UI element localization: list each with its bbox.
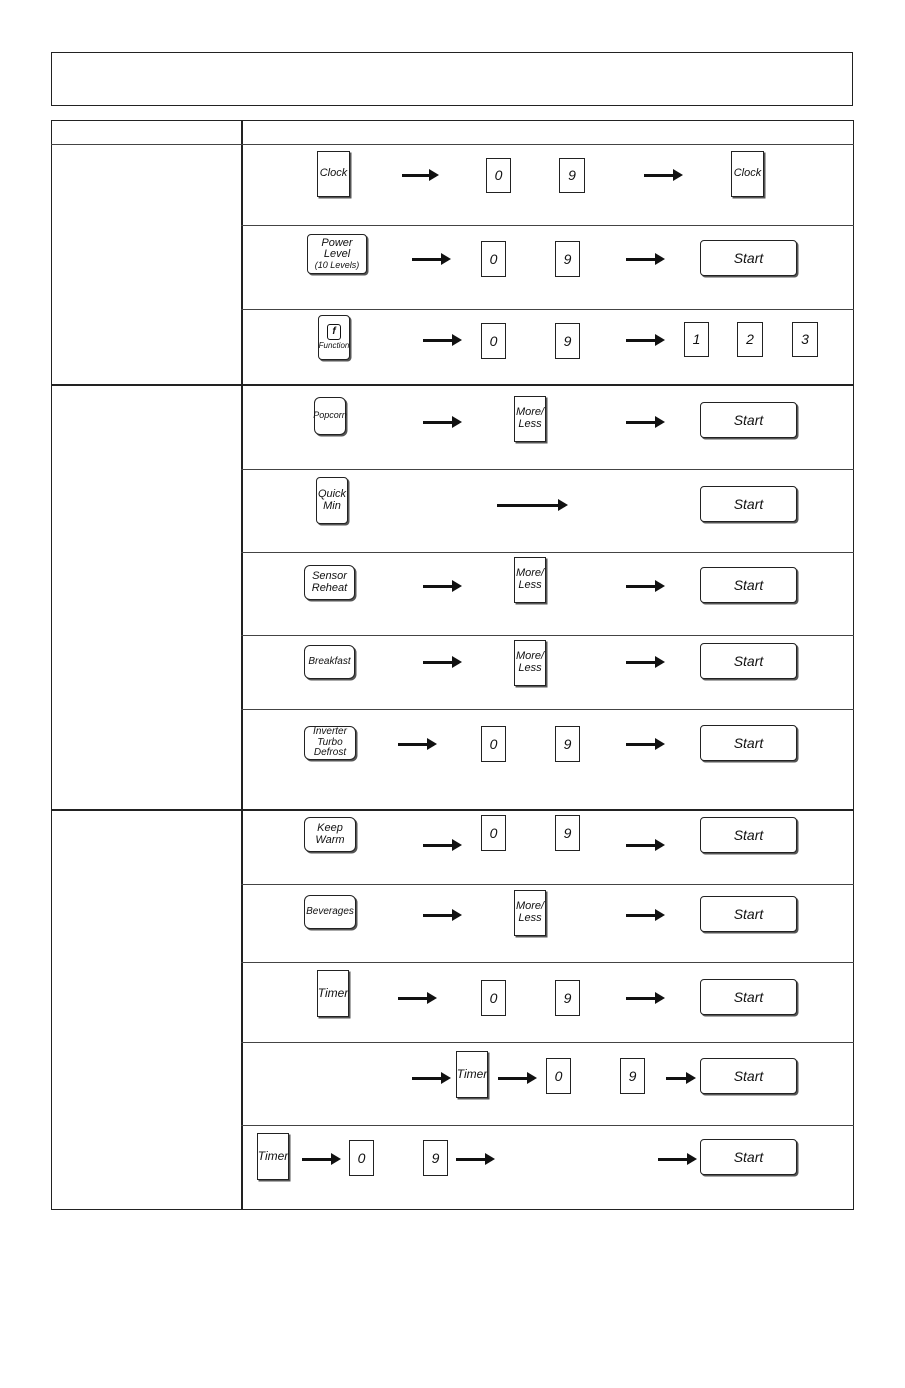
arrow-right-icon — [644, 174, 680, 177]
digit-1-key[interactable]: 1 — [684, 322, 709, 357]
sensor-reheat-key[interactable]: Sensor Reheat — [304, 565, 355, 600]
digit-0-key[interactable]: 0 — [481, 980, 506, 1016]
start-key[interactable]: Start — [700, 643, 797, 679]
arrow-right-icon — [666, 1077, 693, 1080]
arrow-right-icon — [626, 997, 662, 1000]
beverages-key[interactable]: Beverages — [304, 895, 356, 929]
row-divider — [241, 309, 854, 310]
section-divider — [51, 384, 854, 386]
digit-9-key[interactable]: 9 — [555, 815, 580, 851]
digit-0-key[interactable]: 0 — [481, 241, 506, 277]
row-divider — [241, 635, 854, 636]
row-divider — [241, 884, 854, 885]
arrow-right-icon — [456, 1158, 492, 1161]
digit-0-key[interactable]: 0 — [546, 1058, 571, 1094]
table-header-divider — [51, 144, 854, 145]
arrow-right-icon — [423, 421, 459, 424]
arrow-right-icon — [412, 258, 448, 261]
digit-3-key[interactable]: 3 — [792, 322, 818, 357]
digit-0-key[interactable]: 0 — [481, 815, 506, 851]
quick-min-key[interactable]: Quick Min — [316, 477, 348, 524]
arrow-right-icon — [626, 339, 662, 342]
more-less-key[interactable]: More/ Less — [514, 890, 546, 936]
function-key[interactable]: f Function — [318, 315, 350, 360]
row-divider — [241, 1042, 854, 1043]
arrow-right-icon — [626, 661, 662, 664]
arrow-right-icon — [497, 504, 565, 507]
clock-key[interactable]: Clock — [317, 151, 350, 197]
arrow-right-icon — [626, 914, 662, 917]
timer-key[interactable]: Timer — [257, 1133, 289, 1180]
digit-0-key[interactable]: 0 — [486, 158, 511, 193]
power-level-key[interactable]: Power Level (10 Levels) — [307, 234, 367, 274]
start-key[interactable]: Start — [700, 979, 797, 1015]
more-less-key[interactable]: More/ Less — [514, 557, 546, 603]
row-divider — [241, 1125, 854, 1126]
digit-2-key[interactable]: 2 — [737, 322, 763, 357]
digit-0-key[interactable]: 0 — [481, 323, 506, 359]
inverter-turbo-defrost-key[interactable]: Inverter Turbo Defrost — [304, 726, 356, 760]
arrow-right-icon — [626, 585, 662, 588]
more-less-key[interactable]: More/ Less — [514, 396, 546, 442]
header-box — [51, 52, 853, 106]
digit-9-key[interactable]: 9 — [555, 726, 580, 762]
popcorn-key[interactable]: Popcorn — [314, 397, 346, 435]
row-divider — [241, 469, 854, 470]
start-key[interactable]: Start — [700, 1058, 797, 1094]
start-key[interactable]: Start — [700, 725, 797, 761]
digit-0-key[interactable]: 0 — [481, 726, 506, 762]
start-key[interactable]: Start — [700, 240, 797, 276]
digit-9-key[interactable]: 9 — [559, 158, 585, 193]
digit-0-key[interactable]: 0 — [349, 1140, 374, 1176]
arrow-right-icon — [423, 661, 459, 664]
row-divider — [241, 709, 854, 710]
arrow-right-icon — [658, 1158, 694, 1161]
row-divider — [241, 962, 854, 963]
start-key[interactable]: Start — [700, 896, 797, 932]
arrow-right-icon — [626, 258, 662, 261]
arrow-right-icon — [626, 844, 662, 847]
arrow-right-icon — [412, 1077, 448, 1080]
digit-9-key[interactable]: 9 — [620, 1058, 645, 1094]
section-divider — [51, 809, 854, 811]
digit-9-key[interactable]: 9 — [555, 323, 580, 359]
function-icon: f — [327, 324, 341, 340]
start-key[interactable]: Start — [700, 817, 797, 853]
row-divider — [241, 225, 854, 226]
clock-key[interactable]: Clock — [731, 151, 764, 197]
arrow-right-icon — [423, 844, 459, 847]
more-less-key[interactable]: More/ Less — [514, 640, 546, 686]
arrow-right-icon — [498, 1077, 534, 1080]
arrow-right-icon — [423, 339, 459, 342]
start-key[interactable]: Start — [700, 567, 797, 603]
arrow-right-icon — [423, 914, 459, 917]
arrow-right-icon — [402, 174, 436, 177]
arrow-right-icon — [423, 585, 459, 588]
timer-key[interactable]: Timer — [317, 970, 349, 1017]
start-key[interactable]: Start — [700, 1139, 797, 1175]
breakfast-key[interactable]: Breakfast — [304, 645, 355, 679]
timer-key[interactable]: Timer — [456, 1051, 488, 1098]
digit-9-key[interactable]: 9 — [555, 241, 580, 277]
arrow-right-icon — [302, 1158, 338, 1161]
keep-warm-key[interactable]: Keep Warm — [304, 817, 356, 852]
arrow-right-icon — [398, 997, 434, 1000]
digit-9-key[interactable]: 9 — [423, 1140, 448, 1176]
row-divider — [241, 552, 854, 553]
arrow-right-icon — [626, 743, 662, 746]
digit-9-key[interactable]: 9 — [555, 980, 580, 1016]
start-key[interactable]: Start — [700, 402, 797, 438]
arrow-right-icon — [398, 743, 434, 746]
column-divider — [241, 120, 243, 1210]
start-key[interactable]: Start — [700, 486, 797, 522]
arrow-right-icon — [626, 421, 662, 424]
